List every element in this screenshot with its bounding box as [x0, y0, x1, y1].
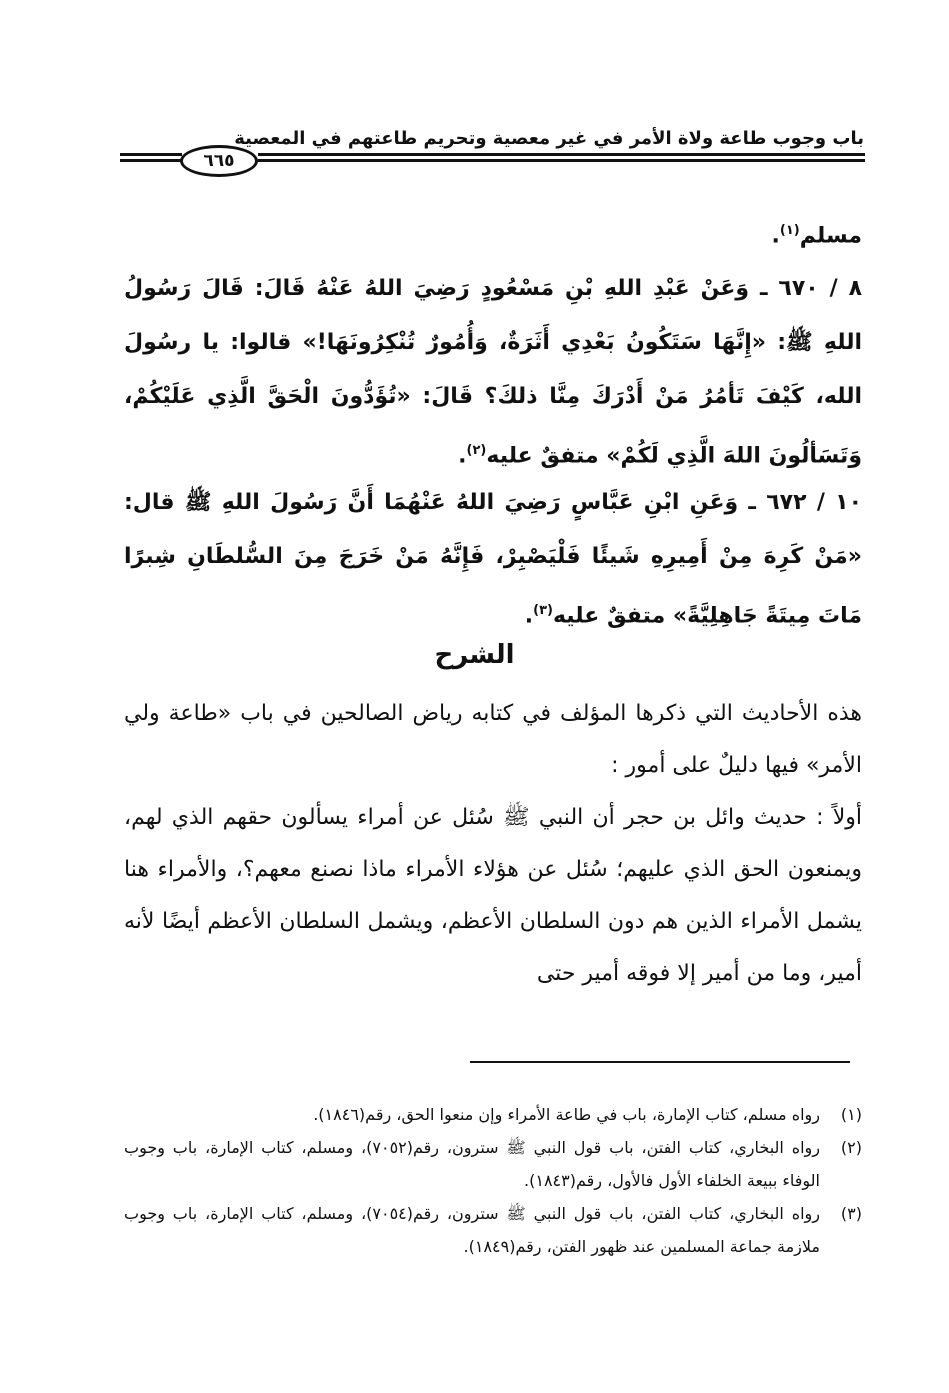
hadith-670-text: ٨ / ٦٧٠ ـ وَعَنْ عَبْدِ اللهِ بْنِ مَسْعُودٍ رَضِيَ اللهُ عَنْهُ قَالَ: قَالَ رَسُولُ اللهِ ﷺ: «إِنَّهَا سَتَكُونُ بَعْدِي أَثَرَةٌ، وَأُمُورٌ تُنْكِرُونَهَا!» قالوا: يا رسُولَ الله، كَيْفَ تَأمُرُ مَنْ أَدْرَكَ مِنَّا ذلكَ؟ قَالَ: «تُؤَدُّونَ الْحَقَّ الَّذِي عَلَيْكُمْ، وَتَسَألُونَ اللهَ الَّذِي لَكُمْ» متفقٌ عليه: [124, 276, 862, 469]
chapter-title: باب وجوب طاعة ولاة الأمر في غير معصية وتحريم طاعتهم في المعصية: [234, 128, 864, 149]
header-rule: [120, 151, 865, 171]
footnote-ref-1: (١): [779, 223, 800, 238]
footnote-number: (٢): [840, 1138, 862, 1157]
rule-left-1: [120, 153, 182, 156]
footnote-ref-2: (٢): [466, 443, 487, 458]
hadith-670: ٨ / ٦٧٠ ـ وَعَنْ عَبْدِ اللهِ بْنِ مَسْعُودٍ رَضِيَ اللهُ عَنْهُ قَالَ: قَالَ رَسُولُ اللهِ ﷺ: «إِنَّهَا سَتَكُونُ بَعْدِي أَثَرَةٌ، وَأُمُورٌ تُنْكِرُونَهَا!» قالوا: يا رسُولَ الله، كَيْفَ تَأمُرُ مَنْ أَدْرَكَ مِنَّا ذلكَ؟ قَالَ: «تُؤَدُّونَ الْحَقَّ الَّذِي عَلَيْكُمْ، وَتَسَألُونَ اللهَ الَّذِي لَكُمْ» متفقٌ عليه$^{(٢)}$.: [124, 276, 862, 469]
hadith-672: ١٠ / ٦٧٢ ـ وَعَنِ ابْنِ عَبَّاسٍ رَضِيَ اللهُ عَنْهُمَا أَنَّ رَسُولَ اللهِ ﷺ قال: «مَنْ كَرِهَ مِنْ أَمِيرِهِ شَيئًا فَلْيَصْبِرْ، فَإِنَّهُ مَنْ خَرَجَ مِنَ السُّلطَانِ شِبرًا مَاتَ مِيتَةً جَاهِلِيَّةً» متفقٌ عليه$^{(٣)}$.: [124, 490, 862, 629]
hadith-672-text: ١٠ / ٦٧٢ ـ وَعَنِ ابْنِ عَبَّاسٍ رَضِيَ اللهُ عَنْهُمَا أَنَّ رَسُولَ اللهِ ﷺ قال: «مَنْ كَرِهَ مِنْ أَمِيرِهِ شَيئًا فَلْيَصْبِرْ، فَإِنَّهُ مَنْ خَرَجَ مِنَ السُّلطَانِ شِبرًا مَاتَ مِيتَةً جَاهِلِيَّةً» متفقٌ عليه: [124, 490, 862, 629]
commentary-paragraph-1: هذه الأحاديث التي ذكرها المؤلف في كتابه رياض الصالحين في باب «طاعة ولي الأمر» فيها دليلٌ على أمور :: [124, 701, 862, 778]
footnotes: [124, 1098, 862, 1263]
commentary-paragraph-2: أولاً : حديث وائل بن حجر أن النبي ﷺ سُئل عن أمراء يسألون حقهم الذي لهم، ويمنعون الحق الذي عليهم؛ سُئل عن هؤلاء الأمراء ماذا نصنع معهم؟، والأمراء هنا يشمل الأمراء الذين هم دون السلطان الأعظم، ويشمل السلطان الأعظم أيضًا لأنه أمير، وما من أمير إلا فوقه أمير حتى: [124, 805, 862, 986]
page-number: ٦٦٥: [180, 145, 258, 177]
footnote-text: رواه البخاري، كتاب الفتن، باب قول النبي ﷺ سترون، رقم(٧٠٥٢)، ومسلم، كتاب الإمارة، باب وجوب الوفاء ببيعة الخلفاء الأول فالأول، رقم(١٨٤٣).: [124, 1138, 820, 1190]
rule-right-2: [258, 159, 865, 162]
rule-left-2: [120, 159, 182, 162]
footnote-1: [124, 1098, 862, 1131]
footnote-separator: [470, 1061, 850, 1063]
footnote-text: رواه البخاري، كتاب الفتن، باب قول النبي ﷺ سترون، رقم(٧٠٥٤)، ومسلم، كتاب الإمارة، باب وجوب ملازمة جماعة المسلمين عند ظهور الفتن، رقم(١٨٤٩).: [124, 1204, 820, 1256]
footnote-number: (٣): [840, 1204, 862, 1223]
footnote-number: (١): [840, 1105, 862, 1124]
top-line-text: مسلم: [799, 223, 862, 249]
section-title: الشرح: [434, 640, 515, 670]
footnote-3: [124, 1197, 862, 1263]
rule-right-1: [258, 153, 865, 156]
top-line: مسلم$^{(١)}$.: [771, 223, 862, 249]
footnote-text: رواه مسلم، كتاب الإمارة، باب في طاعة الأمراء وإن منعوا الحق، رقم(١٨٤٦).: [313, 1105, 820, 1124]
footnote-ref-3: (٣): [533, 603, 553, 618]
footnote-2: [124, 1131, 862, 1197]
commentary: [124, 688, 862, 1000]
